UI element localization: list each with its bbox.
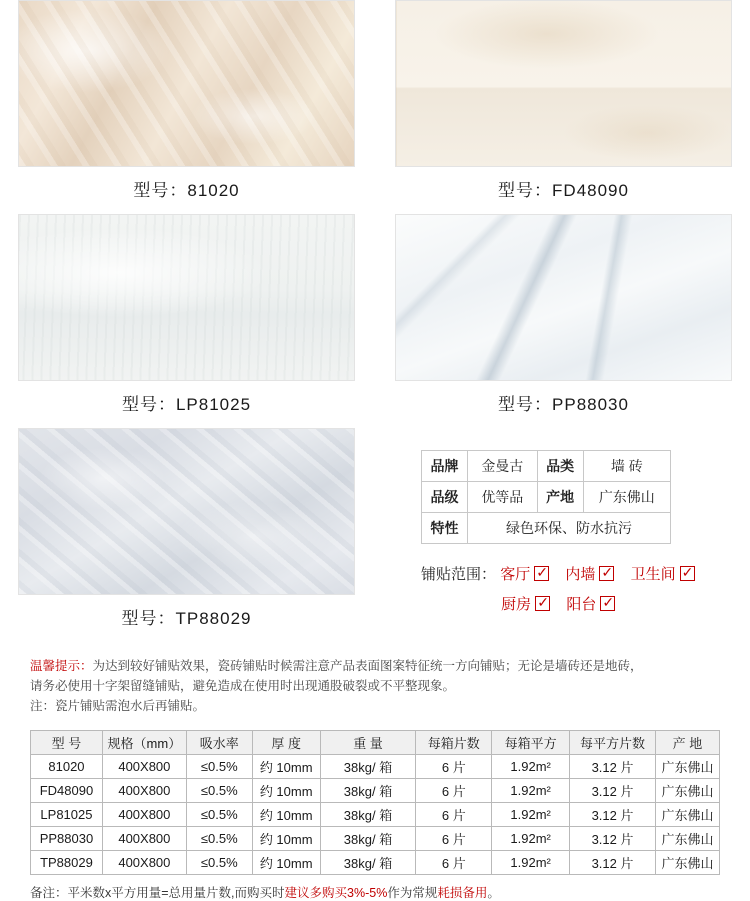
cell-3-7: 3.12 片 [570,827,656,851]
notice-line2: 请务必使用十字架留缝铺贴，避免造成在使用时出现通股破裂或不平整现象。 [30,679,456,693]
tile-card-4 [9,428,364,642]
cell-1-0: FD48090 [31,779,103,803]
cell-1-8: 广东佛山 [655,779,719,803]
scope-label-2: 卫生间 [630,566,676,583]
scope-item-2 [631,566,695,583]
scope-label-0: 客厅 [500,566,531,583]
cell-4-7: 3.12 片 [570,851,656,875]
cell-1-4: 38kg/ 箱 [320,779,416,803]
footnote [30,883,720,901]
cell-2-1: 400X800 [102,803,186,827]
spec-data-table-wrap [0,716,750,875]
cell-4-4: 38kg/ 箱 [320,851,416,875]
cell-1-3: 约 10mm [252,779,320,803]
cell-0-3: 约 10mm [252,755,320,779]
spec-row-grade [422,482,671,513]
cell-0-0: 81020 [31,755,103,779]
tile-card-1 [386,0,741,214]
cell-3-0: PP88030 [31,827,103,851]
cell-1-6: 1.92m² [492,779,570,803]
table-row [31,779,720,803]
tile-image-tp88029 [18,428,355,595]
scope-item-3 [501,596,550,613]
scope-item-4 [566,596,615,613]
tile-caption-1: 型号：FD48090 [498,181,629,200]
checkbox-icon-0[interactable] [534,566,549,581]
cell-2-7: 3.12 片 [570,803,656,827]
spec-row-feature [422,513,671,544]
spec-label-category: 品类 [537,451,583,482]
cell-0-5: 6 片 [416,755,492,779]
col-header-6: 每箱平方 [492,731,570,755]
col-header-3: 厚 度 [252,731,320,755]
cell-0-1: 400X800 [102,755,186,779]
cell-0-7: 3.12 片 [570,755,656,779]
table-row [31,755,720,779]
tile-image-81020 [18,0,355,167]
footnote-highlight-1: 建议多购买3%-5% [284,886,388,900]
scope-label-1: 内墙 [565,566,596,583]
cell-4-1: 400X800 [102,851,186,875]
cell-3-4: 38kg/ 箱 [320,827,416,851]
table-row [31,851,720,875]
col-header-8: 产 地 [655,731,719,755]
cell-1-5: 6 片 [416,779,492,803]
col-header-7: 每平方片数 [570,731,656,755]
cell-4-0: TP88029 [31,851,103,875]
spec-label-brand: 品牌 [422,451,468,482]
notice-line1: 为达到较好铺贴效果，瓷砖铺贴时候需注意产品表面图案特征统一方向铺贴；无论是墙砖还是地砖， [92,659,643,673]
tile-and-spec-row [0,428,750,642]
col-header-4: 重 量 [320,731,416,755]
footnote-middle: 作为常规 [387,886,438,900]
spec-value-category: 墙 砖 [583,451,670,482]
col-header-5: 每箱片数 [416,731,492,755]
cell-4-5: 6 片 [416,851,492,875]
table-row [31,803,720,827]
cell-0-2: ≤0.5% [186,755,252,779]
application-scope [421,560,741,620]
footnote-highlight-2: 耗损备用 [437,886,488,900]
notice-tag: 温馨提示： [30,659,93,673]
cell-2-0: LP81025 [31,803,103,827]
cell-3-8: 广东佛山 [655,827,719,851]
tile-image-fd48090 [395,0,732,167]
cell-0-4: 38kg/ 箱 [320,755,416,779]
scope-label-4: 阳台 [566,596,597,613]
cell-2-5: 6 片 [416,803,492,827]
cell-4-3: 约 10mm [252,851,320,875]
spec-table [421,450,671,544]
cell-1-7: 3.12 片 [570,779,656,803]
scope-title: 铺贴范围： [421,566,497,583]
cell-0-8: 广东佛山 [655,755,719,779]
scope-label-3: 厨房 [501,596,532,613]
tile-caption-4: 型号：TP88029 [121,609,252,628]
tile-card-3 [386,214,741,428]
checkbox-icon-2[interactable] [680,566,695,581]
footnote-prefix: 备注：平米数x平方用量=总用量片数,而购买时 [30,886,285,900]
cell-3-1: 400X800 [102,827,186,851]
spec-label-feature: 特性 [422,513,468,544]
cell-3-3: 约 10mm [252,827,320,851]
spec-data-table [30,730,720,875]
tile-caption-0: 型号：81020 [133,181,240,200]
tile-caption-2: 型号：LP81025 [121,395,252,414]
tile-image-pp88030 [395,214,732,381]
col-header-0: 型 号 [31,731,103,755]
cell-3-5: 6 片 [416,827,492,851]
scope-item-0 [500,566,549,583]
spec-label-origin: 产地 [537,482,583,513]
tile-caption-3: 型号：PP88030 [498,395,629,414]
cell-3-2: ≤0.5% [186,827,252,851]
checkbox-icon-1[interactable] [599,566,614,581]
spec-value-origin: 广东佛山 [583,482,670,513]
spec-row-brand [422,451,671,482]
cell-2-6: 1.92m² [492,803,570,827]
cell-1-1: 400X800 [102,779,186,803]
table-header-row [31,731,720,755]
spec-panel [386,428,741,642]
table-row [31,827,720,851]
cell-4-8: 广东佛山 [655,851,719,875]
tile-image-lp81025 [18,214,355,381]
cell-2-2: ≤0.5% [186,803,252,827]
spec-value-brand: 金曼古 [468,451,538,482]
cell-2-3: 约 10mm [252,803,320,827]
tile-gallery-top [0,0,750,428]
checkbox-icon-4[interactable] [600,596,615,611]
spec-label-grade: 品级 [422,482,468,513]
col-header-2: 吸水率 [186,731,252,755]
cell-2-4: 38kg/ 箱 [320,803,416,827]
spec-value-grade: 优等品 [468,482,538,513]
cell-0-6: 1.92m² [492,755,570,779]
cell-3-6: 1.92m² [492,827,570,851]
tile-card-2 [9,214,364,428]
cell-4-6: 1.92m² [492,851,570,875]
scope-item-1 [565,566,614,583]
col-header-1: 规格（mm） [102,731,186,755]
cell-1-2: ≤0.5% [186,779,252,803]
footnote-suffix: 。 [487,886,500,900]
checkbox-icon-3[interactable] [535,596,550,611]
tile-card-0 [9,0,364,214]
cell-4-2: ≤0.5% [186,851,252,875]
notice-line3: 注：瓷片铺贴需泡水后再铺贴。 [30,699,206,713]
warm-notice [30,656,720,716]
spec-value-feature: 绿色环保、防水抗污 [468,513,671,544]
cell-2-8: 广东佛山 [655,803,719,827]
